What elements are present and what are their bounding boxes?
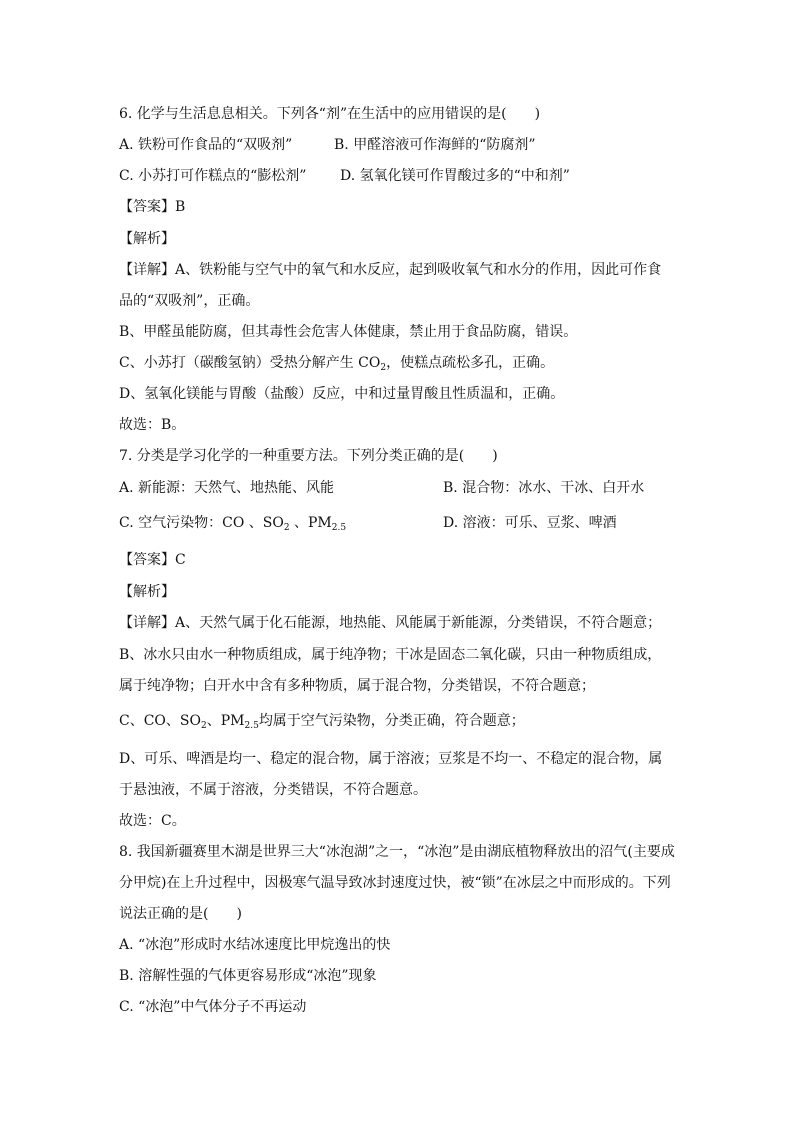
q7-option-d: D. 溶液：可乐、豆浆、啤酒 — [443, 515, 617, 531]
q6-answer: 【答案】B — [119, 199, 186, 215]
q7-detail-text: 、PM — [206, 713, 245, 729]
q6-detail-line: 【详解】A、铁粉能与空气中的氧气和水反应，起到吸收氧气和水分的作用，因此可作食 — [119, 262, 662, 278]
subscript: 2.5 — [331, 523, 347, 533]
subscript: 2 — [200, 721, 207, 731]
q8-stem: 说法正确的是( ) — [119, 906, 242, 922]
q8-option-b: B. 溶解性强的气体更容易形成“冰泡”现象 — [119, 968, 377, 984]
q7-stem: 7. 分类是学习化学的一种重要方法。下列分类正确的是( ) — [119, 448, 498, 464]
q8-stem: 8. 我国新疆赛里木湖是世界三大“冰泡湖”之一，“冰泡”是由湖底植物释放出的沼气(主要成 — [119, 844, 675, 860]
q6-detail-line — [119, 353, 554, 373]
q7-detail-line: D、可乐、啤酒是均一、稳定的混合物，属于溶液；豆浆是不均一、不稳定的混合物，属 — [119, 751, 663, 767]
q6-detail-line: 品的“双吸剂”，正确。 — [119, 293, 260, 309]
q7-conclusion: 故选：C。 — [119, 813, 186, 829]
q7-detail-text: C、CO、SO — [119, 713, 201, 729]
q6-option-d: D. 氢氧化镁可作胃酸过多的“中和剂” — [340, 168, 570, 184]
q7-option-a: A. 新能源：天然气、地热能、风能 — [119, 480, 335, 496]
q8-option-a: A. “冰泡”形成时水结冰速度比甲烷逸出的快 — [119, 937, 391, 953]
q6-option-b: B. 甲醛溶液可作海鲜的“防腐剂” — [334, 137, 536, 153]
subscript: 2 — [283, 523, 290, 533]
q6-detail-line: D、氢氧化镁能与胃酸（盐酸）反应，中和过量胃酸且性质温和，正确。 — [119, 386, 565, 402]
q6-option-a: A. 铁粉可作食品的“双吸剂” — [119, 137, 293, 153]
q7-option-c-text: C. 空气污染物：CO 、SO — [119, 515, 284, 531]
q6-option-c: C. 小苏打可作糕点的“膨松剂” — [119, 168, 307, 184]
q7-detail-line: 属于纯净物；白开水中含有多种物质，属于混合物，分类错误，不符合题意； — [119, 678, 595, 694]
q7-option-b: B. 混合物：冰水、干冰、白开水 — [443, 480, 645, 496]
subscript: 2.5 — [244, 721, 259, 731]
q8-stem: 分甲烷)在上升过程中，因极寒气温导致冰封速度过快，被“锁”在冰层之中而形成的。下列 — [119, 875, 671, 891]
q6-analysis-heading: 【解析】 — [119, 231, 175, 247]
q7-option-c — [119, 513, 346, 533]
subscript: 2 — [380, 363, 387, 373]
q7-analysis-heading: 【解析】 — [119, 584, 175, 600]
q6-stem: 6. 化学与生活息息相关。下列各“剂”在生活中的应用错误的是( ) — [119, 106, 541, 122]
q8-option-c: C. “冰泡”中气体分子不再运动 — [119, 999, 307, 1015]
q6-conclusion: 故选：B。 — [119, 417, 186, 433]
q6-detail-line: B、甲醛虽能防腐，但其毒性会危害人体健康，禁止用于食品防腐，错误。 — [119, 324, 578, 340]
q7-detail-line: B、冰水只由水一种物质组成，属于纯净物；干冰是固态二氧化碳，只由一种物质组成， — [119, 647, 662, 663]
q6-detail-text: ，使糕点疏松多孔，正确。 — [386, 355, 555, 371]
q7-option-c-text: 、PM — [289, 515, 332, 531]
q7-detail-line: 于悬浊液，不属于溶液，分类错误，不符合题意。 — [119, 782, 427, 798]
q6-detail-text: C、小苏打（碳酸氢钠）受热分解产生 CO — [119, 355, 381, 371]
q7-answer: 【答案】C — [119, 552, 186, 568]
q7-detail-line: 【详解】A、天然气属于化石能源，地热能、风能属于新能源，分类错误，不符合题意； — [119, 615, 662, 631]
q7-detail-line — [119, 711, 525, 731]
q7-detail-text: 均属于空气污染物，分类正确，符合题意； — [258, 713, 525, 729]
